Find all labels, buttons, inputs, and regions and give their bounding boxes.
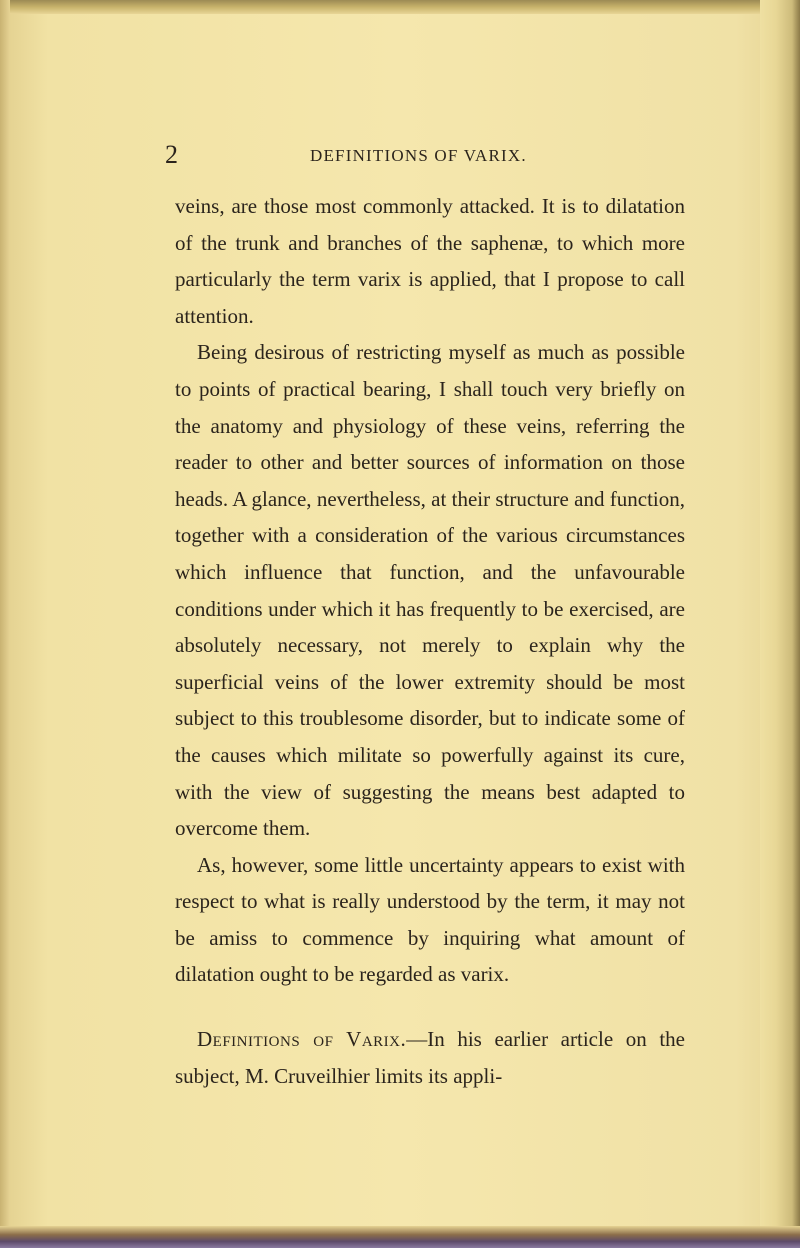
section-paragraph [175, 1021, 685, 1094]
running-head: DEFINITIONS OF VARIX. [310, 146, 527, 165]
page-left-edge [0, 0, 10, 1248]
paragraph: Being desirous of restricting myself as much as possible to points of practical bearing, I shall touch very briefly on the anatomy and physiology of these veins, referring the reader to other and better sources of information on those heads. A glance, nevertheless, at their structure and function, together with a consideration of the various circumstances which influence that function, and the unfavourable conditions under which it has frequently to be exercised, are absolutely necessary, not merely to explain why the superficial veins of the lower extremity should be most subject to this troublesome disorder, but to indicate some of the causes which militate so powerfully against its cure, with the view of suggesting the means best adapted to overcome them. [175, 340, 685, 841]
paragraph: veins, are those most commonly attacked. It is to dilatation of the trunk and branches of the saphenæ, to which more particularly the term varix is applied, that I propose to call attention. [175, 194, 685, 328]
page-right-edge [760, 0, 800, 1248]
page-number: 2 [165, 140, 178, 169]
page-text [175, 188, 685, 1094]
paragraph: As, however, some little uncertainty appears to exist with respect to what is really understood by the term, it may not be amiss to commence by inquiring what amount of dilatation ought to be regarded as varix. [175, 852, 685, 987]
page-bottom-edge [0, 1226, 800, 1248]
page-header [165, 140, 685, 174]
section-text: —In his earlier article on the subject, M. Cruveilhier limits its appli- [175, 1027, 685, 1088]
section-heading: Definitions of Varix. [197, 1027, 407, 1052]
page-top-edge [0, 0, 800, 14]
